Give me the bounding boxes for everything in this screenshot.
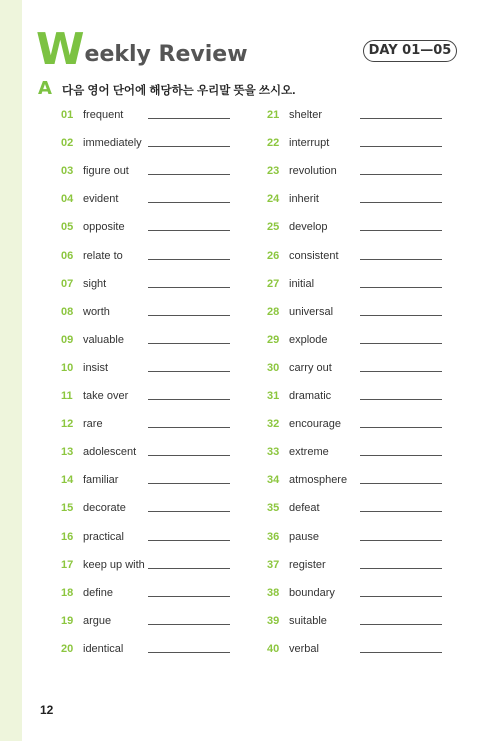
vocab-word: atmosphere bbox=[289, 474, 348, 487]
vocab-number: 19 bbox=[61, 614, 74, 627]
vocab-word: sight bbox=[83, 277, 107, 290]
vocab-item bbox=[61, 332, 124, 348]
answer-blank-line[interactable] bbox=[148, 652, 230, 653]
vocab-item bbox=[267, 107, 322, 123]
title-text: eekly Review bbox=[84, 42, 248, 67]
vocab-number: 26 bbox=[267, 249, 280, 262]
answer-blank-line[interactable] bbox=[360, 371, 442, 372]
answer-blank-line[interactable] bbox=[360, 568, 442, 569]
answer-blank-line[interactable] bbox=[148, 118, 230, 119]
section-instruction: 다음 영어 단어에 해당하는 우리말 뜻을 쓰시오. bbox=[62, 85, 296, 97]
vocab-number: 15 bbox=[61, 502, 74, 515]
answer-blank-line[interactable] bbox=[360, 174, 442, 175]
vocab-word: inherit bbox=[289, 193, 319, 206]
vocab-number: 29 bbox=[267, 333, 280, 346]
answer-blank-line[interactable] bbox=[148, 146, 230, 147]
vocab-item bbox=[267, 529, 319, 545]
vocab-item bbox=[61, 135, 142, 151]
vocab-item bbox=[267, 191, 319, 207]
vocab-item bbox=[267, 388, 331, 404]
answer-blank-line[interactable] bbox=[148, 174, 230, 175]
vocab-word: valuable bbox=[83, 333, 124, 346]
answer-blank-line[interactable] bbox=[360, 399, 442, 400]
vocab-word: revolution bbox=[289, 165, 337, 178]
answer-blank-line[interactable] bbox=[148, 230, 230, 231]
vocab-word: identical bbox=[83, 642, 124, 655]
answer-blank-line[interactable] bbox=[148, 315, 230, 316]
vocab-item bbox=[61, 416, 103, 432]
vocab-word: pause bbox=[289, 530, 319, 543]
vocab-item bbox=[267, 332, 328, 348]
vocab-item bbox=[61, 641, 123, 657]
vocab-item bbox=[61, 529, 124, 545]
vocab-word: shelter bbox=[289, 109, 323, 121]
vocab-word: opposite bbox=[83, 221, 125, 234]
vocab-word: interrupt bbox=[289, 137, 330, 150]
answer-blank-line[interactable] bbox=[148, 399, 230, 400]
vocab-word: initial bbox=[289, 277, 315, 290]
vocab-word: relate to bbox=[83, 249, 123, 262]
vocab-item bbox=[267, 613, 327, 629]
answer-blank-line[interactable] bbox=[360, 146, 442, 147]
vocab-number: 38 bbox=[267, 586, 280, 599]
vocab-word: suitable bbox=[289, 614, 327, 627]
answer-blank-line[interactable] bbox=[148, 483, 230, 484]
vocab-number: 30 bbox=[267, 361, 280, 374]
vocab-item bbox=[61, 107, 123, 123]
vocab-number: 24 bbox=[267, 193, 280, 206]
answer-blank-line[interactable] bbox=[360, 483, 442, 484]
vocab-item bbox=[61, 557, 145, 573]
vocab-item bbox=[267, 585, 335, 601]
answer-blank-line[interactable] bbox=[360, 259, 442, 260]
vocab-item bbox=[267, 163, 337, 179]
vocab-word: adolescent bbox=[83, 446, 137, 459]
answer-blank-line[interactable] bbox=[360, 202, 442, 203]
vocab-item bbox=[61, 219, 125, 235]
vocab-word: defeat bbox=[289, 502, 320, 515]
vocab-item bbox=[267, 248, 339, 264]
vocab-number: 31 bbox=[267, 390, 280, 402]
answer-blank-line[interactable] bbox=[148, 427, 230, 428]
vocab-item bbox=[61, 444, 136, 460]
vocab-word: verbal bbox=[289, 642, 319, 655]
vocab-word: practical bbox=[83, 530, 124, 543]
answer-blank-line[interactable] bbox=[148, 202, 230, 203]
vocab-item bbox=[61, 388, 128, 404]
answer-blank-line[interactable] bbox=[148, 540, 230, 541]
answer-blank-line[interactable] bbox=[360, 315, 442, 316]
vocab-number: 33 bbox=[267, 446, 280, 459]
vocab-item bbox=[61, 163, 129, 179]
vocab-item bbox=[61, 248, 123, 264]
vocab-number: 32 bbox=[267, 418, 280, 431]
vocab-word: evident bbox=[83, 193, 119, 206]
page-title bbox=[36, 22, 248, 75]
vocab-item bbox=[61, 304, 110, 320]
vocab-item bbox=[267, 219, 328, 235]
answer-blank-line[interactable] bbox=[360, 343, 442, 344]
vocab-word: worth bbox=[83, 305, 110, 318]
vocab-item bbox=[61, 191, 118, 207]
vocab-number: 39 bbox=[267, 614, 280, 627]
vocab-item bbox=[267, 444, 329, 460]
answer-blank-line[interactable] bbox=[148, 596, 230, 597]
answer-blank-line[interactable] bbox=[360, 230, 442, 231]
answer-blank-line[interactable] bbox=[360, 540, 442, 541]
vocab-item bbox=[267, 500, 320, 516]
vocab-item bbox=[267, 416, 341, 432]
vocab-item bbox=[267, 135, 329, 151]
vocab-item bbox=[267, 360, 332, 376]
answer-blank-line[interactable] bbox=[360, 287, 442, 288]
vocab-number: 34 bbox=[267, 474, 280, 487]
answer-blank-line[interactable] bbox=[148, 568, 230, 569]
answer-blank-line[interactable] bbox=[148, 624, 230, 625]
vocab-item bbox=[267, 304, 333, 320]
vocab-word: dramatic bbox=[289, 390, 332, 402]
vocab-word: encourage bbox=[289, 418, 341, 431]
vocab-word: boundary bbox=[289, 586, 335, 599]
vocab-word: frequent bbox=[83, 109, 124, 121]
vocab-number: 36 bbox=[267, 530, 280, 543]
vocab-number: 07 bbox=[61, 277, 74, 290]
vocab-item bbox=[61, 360, 108, 376]
page-number: 12 bbox=[40, 703, 54, 717]
vocab-number: 03 bbox=[61, 165, 74, 178]
vocab-item bbox=[267, 557, 326, 573]
vocab-number: 18 bbox=[61, 586, 74, 599]
vocab-number: 22 bbox=[267, 137, 280, 150]
vocab-number: 16 bbox=[61, 530, 74, 543]
answer-blank-line[interactable] bbox=[360, 596, 442, 597]
vocab-item bbox=[61, 276, 106, 292]
vocab-number: 27 bbox=[267, 277, 280, 290]
side-strip bbox=[0, 0, 22, 741]
vocab-word: take over bbox=[83, 390, 129, 402]
vocab-number: 23 bbox=[267, 165, 280, 178]
vocab-word: keep up with bbox=[83, 558, 145, 571]
vocab-word: insist bbox=[83, 361, 109, 374]
vocab-number: 01 bbox=[61, 109, 74, 121]
vocab-number: 14 bbox=[61, 474, 74, 487]
vocab-number: 05 bbox=[61, 221, 74, 234]
vocab-word: carry out bbox=[289, 361, 332, 374]
section-letter: A bbox=[38, 78, 52, 99]
vocab-word: define bbox=[83, 586, 113, 599]
answer-blank-line[interactable] bbox=[360, 427, 442, 428]
answer-blank-line[interactable] bbox=[360, 455, 442, 456]
vocab-item bbox=[267, 276, 314, 292]
vocab-word: universal bbox=[289, 305, 334, 318]
answer-blank-line[interactable] bbox=[148, 511, 230, 512]
vocab-word: argue bbox=[83, 614, 112, 627]
vocab-item bbox=[61, 500, 126, 516]
vocab-number: 02 bbox=[61, 137, 74, 150]
vocab-item bbox=[61, 585, 113, 601]
vocab-word: familiar bbox=[83, 474, 119, 487]
vocab-word: rare bbox=[83, 418, 103, 431]
vocab-number: 09 bbox=[61, 333, 74, 346]
vocab-number: 08 bbox=[61, 305, 74, 318]
vocab-number: 40 bbox=[267, 642, 280, 655]
vocab-word: extreme bbox=[289, 446, 329, 459]
vocab-word: explode bbox=[289, 333, 328, 346]
vocab-word: decorate bbox=[83, 502, 126, 515]
vocab-number: 17 bbox=[61, 558, 74, 571]
vocab-word: register bbox=[289, 558, 326, 571]
vocab-number: 20 bbox=[61, 642, 74, 655]
vocab-number: 10 bbox=[61, 361, 74, 374]
vocab-word: figure out bbox=[83, 165, 129, 178]
vocab-number: 25 bbox=[267, 221, 280, 234]
vocab-number: 12 bbox=[61, 418, 74, 431]
answer-blank-line[interactable] bbox=[360, 118, 442, 119]
vocab-item bbox=[267, 472, 347, 488]
day-range-badge: DAY 01—05 bbox=[363, 40, 457, 62]
answer-blank-line[interactable] bbox=[148, 455, 230, 456]
vocab-word: consistent bbox=[289, 249, 339, 262]
answer-blank-line[interactable] bbox=[148, 371, 230, 372]
answer-blank-line[interactable] bbox=[360, 511, 442, 512]
vocab-number: 21 bbox=[267, 109, 280, 121]
answer-blank-line[interactable] bbox=[360, 652, 442, 653]
answer-blank-line[interactable] bbox=[148, 343, 230, 344]
vocab-word: immediately bbox=[83, 137, 142, 150]
vocab-word: develop bbox=[289, 221, 328, 234]
vocab-item bbox=[267, 641, 319, 657]
vocab-item bbox=[61, 613, 111, 629]
answer-blank-line[interactable] bbox=[360, 624, 442, 625]
title-first-letter: W bbox=[36, 24, 84, 75]
vocab-item bbox=[61, 472, 118, 488]
vocab-number: 35 bbox=[267, 502, 280, 515]
vocab-number: 13 bbox=[61, 446, 74, 459]
vocab-number: 28 bbox=[267, 305, 280, 318]
vocab-number: 11 bbox=[61, 390, 73, 402]
answer-blank-line[interactable] bbox=[148, 287, 230, 288]
vocab-number: 04 bbox=[61, 193, 74, 206]
vocab-number: 37 bbox=[267, 558, 280, 571]
vocab-number: 06 bbox=[61, 249, 74, 262]
answer-blank-line[interactable] bbox=[148, 259, 230, 260]
